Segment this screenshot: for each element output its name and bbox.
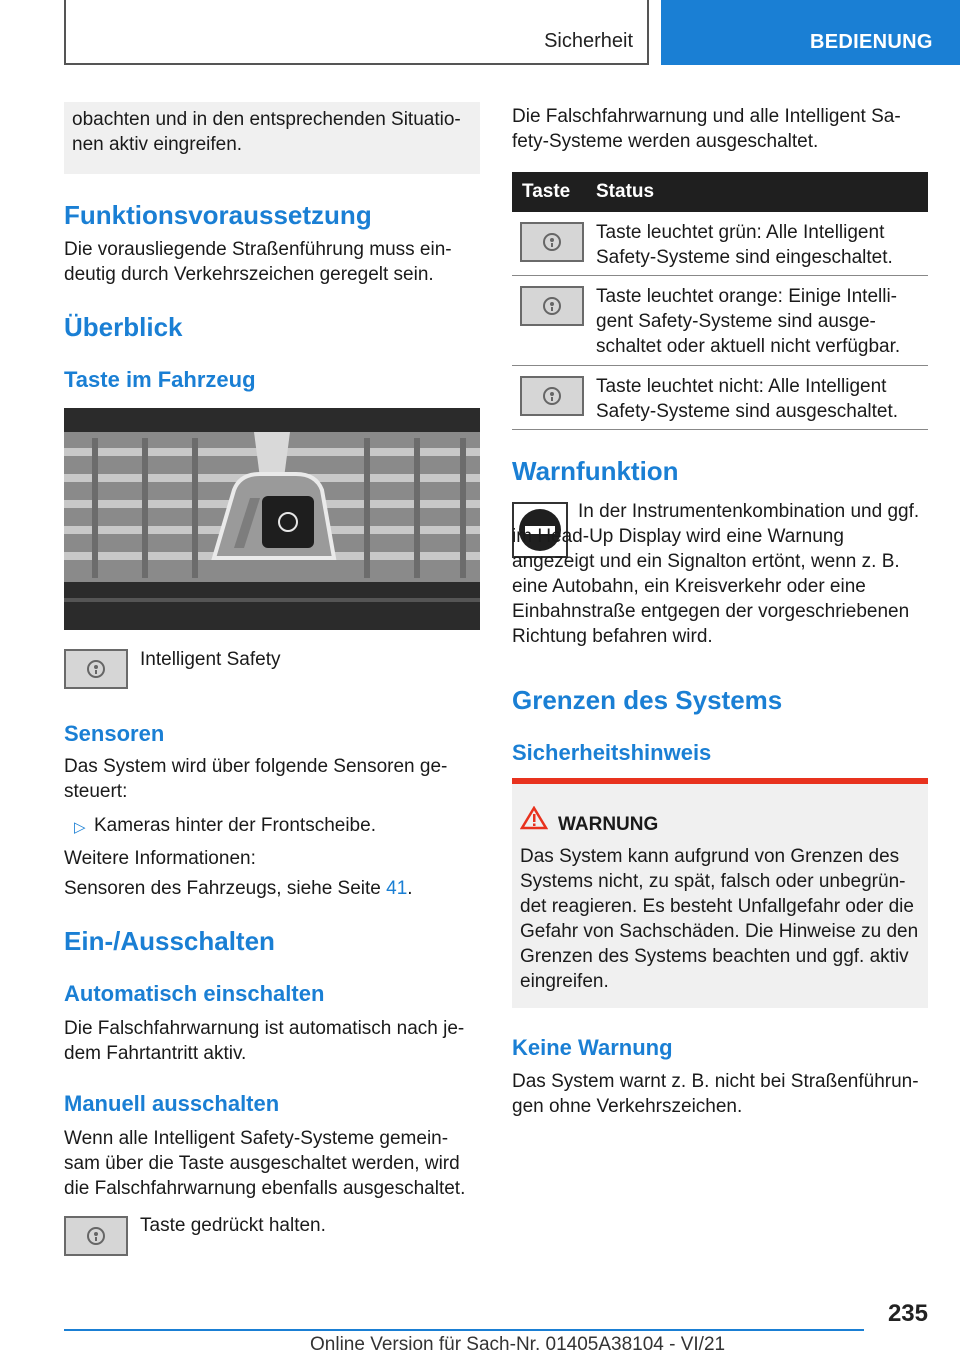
key-green-icon [520, 222, 584, 262]
table-row [512, 276, 928, 366]
chapter-tab[interactable] [661, 0, 960, 65]
footer-text: Online Version für Sach-Nr. 01405A38104 - VI/21 [310, 1334, 726, 1355]
table-cell-status: Taste leuchtet grün: Alle Intelligent Safety-Systeme sind eingeschaltet. [596, 222, 893, 268]
warn-text: In der Instrumentenkombination und ggf. im Head-Up Display wird eine Warnung angezeigt und ein Signalton ertönt, wenn z. B. eine Autobahn, ein Kreisverkehr oder eine Einbahnstraße entgegen der vorgeschriebenen Richtung befahren wird. [512, 501, 920, 647]
section-title: Sicherheit [544, 30, 633, 52]
key-press-icon [64, 1216, 128, 1256]
funktion-text: Die vorausliegende Straßenführung muss ein-deutig durch Verkehrszeichen geregelt sein. [64, 239, 452, 285]
table-row [512, 212, 928, 276]
sensoren-text: Das System wird über folgende Sensoren ge-steuert: [64, 756, 448, 802]
key-label: Intelligent Safety [140, 649, 281, 670]
seite-prefix: Sensoren des Fahrzeugs, siehe Seite [64, 878, 387, 899]
heading-warnfunktion: Warnfunktion [512, 456, 679, 486]
table-cell-status: Taste leuchtet orange: Einige Intelli-gent Safety-Systeme sind ausge-schaltet oder aktuell nicht verfügbar. [596, 286, 901, 357]
header-box [64, 0, 649, 65]
triangle-bullet-icon: ▷ [74, 819, 86, 836]
table-row [512, 366, 928, 430]
table-header-status: Status [596, 181, 655, 202]
weitere-text: Weitere Informationen: [64, 848, 256, 869]
key-press-text: Taste gedrückt halten. [140, 1215, 326, 1236]
keine-text: Das System warnt z. B. nicht bei Straßenführun-gen ohne Verkehrszeichen. [512, 1071, 919, 1117]
intro-text: obachten und in den entsprechenden Situatio-nen aktiv eingreifen. [72, 109, 461, 155]
warning-title: WARNUNG [558, 814, 659, 835]
heading-ein-ausschalten: Ein-/Ausschalten [64, 926, 275, 956]
seite-suffix: . [407, 878, 413, 899]
heading-funktionsvoraussetzung: Funktionsvoraussetzung [64, 200, 372, 230]
auto-text: Die Falschfahrwarnung ist automatisch nach je-dem Fahrtantritt aktiv. [64, 1018, 465, 1064]
table-header [512, 172, 928, 212]
intro-box [64, 102, 480, 174]
vehicle-button-photo [64, 408, 480, 630]
right-intro-text: Die Falschfahrwarnung und alle Intelligent Sa-fety-Systeme werden ausgeschaltet. [512, 106, 901, 152]
heading-keine-warnung: Keine Warnung [512, 1035, 673, 1060]
heading-grenzen: Grenzen des Systems [512, 685, 783, 715]
warning-text: Das System kann aufgrund von Grenzen des Systems nicht, zu spät, falsch oder unbegrün-det reagieren. Es besteht Unfallgefahr oder die Gefahr von Sachschäden. Die Hinweise zu den Grenzen des Systems beachten und ggf. aktiv eingreifen. [520, 846, 919, 992]
heading-taste-im-fahrzeug: Taste im Fahrzeug [64, 367, 256, 392]
seite-ref [64, 876, 413, 901]
warning-box [512, 778, 928, 1008]
footer-divider [64, 1329, 864, 1331]
warning-triangle-icon [520, 806, 548, 830]
key-off-icon [520, 376, 584, 416]
page-link[interactable]: 41 [386, 878, 408, 899]
table-header-taste: Taste [522, 181, 571, 202]
heading-sicherheitshinweis: Sicherheitshinweis [512, 740, 712, 765]
table-cell-status: Taste leuchtet nicht: Alle Intelligent Safety-Systeme sind ausgeschaltet. [596, 376, 899, 422]
page-number: 235 [887, 1300, 928, 1327]
manuell-text: Wenn alle Intelligent Safety-Systeme gemein-sam über die Taste ausgeschaltet werden, wird die Falschfahrwarnung ebenfalls ausgeschaltet. [64, 1128, 466, 1199]
bullet-text: Kameras hinter der Frontscheibe. [94, 815, 376, 836]
chapter-tab-label: BEDIENUNG [810, 31, 933, 53]
key-orange-icon [520, 286, 584, 326]
heading-ueberblick: Überblick [64, 312, 183, 342]
heading-manuell-ausschalten: Manuell ausschalten [64, 1091, 280, 1116]
intelligent-safety-key-icon [64, 649, 128, 689]
heading-automatisch-einschalten: Automatisch einschalten [64, 981, 325, 1006]
status-table [512, 172, 928, 430]
heading-sensoren: Sensoren [64, 721, 165, 746]
